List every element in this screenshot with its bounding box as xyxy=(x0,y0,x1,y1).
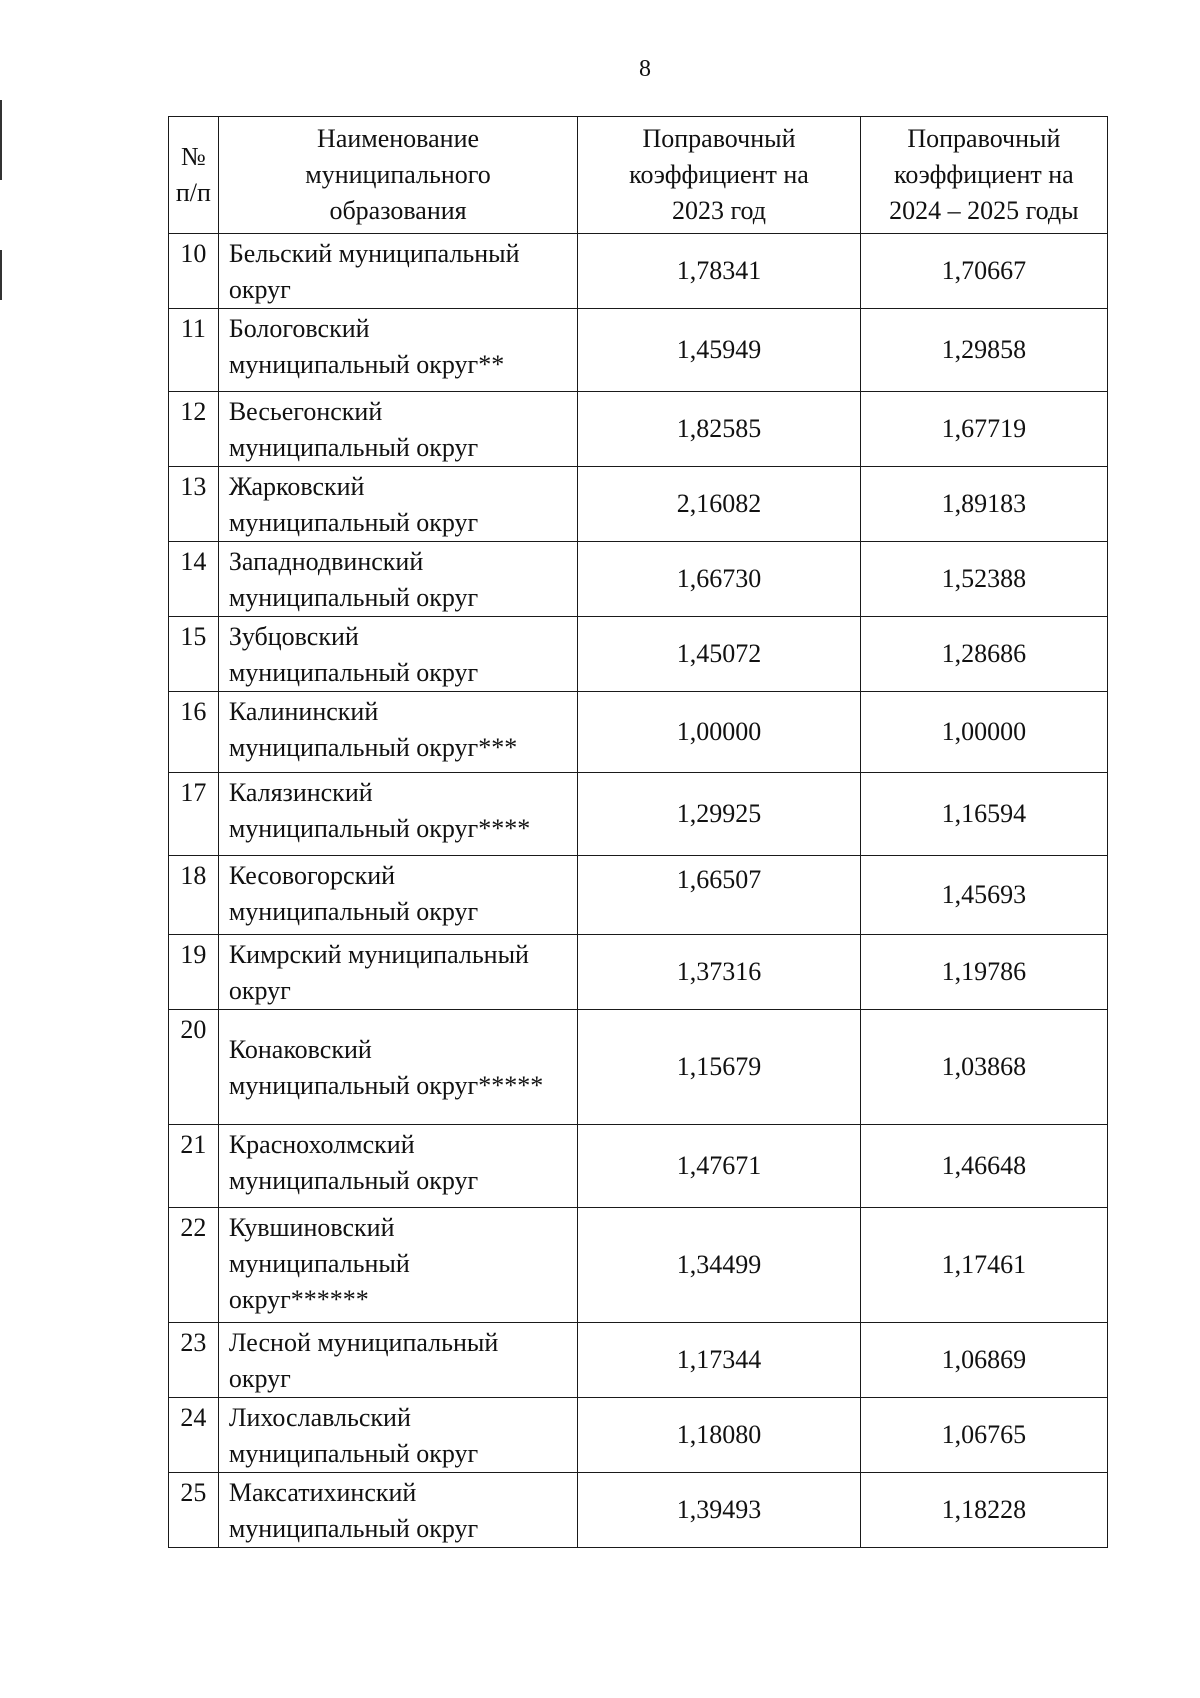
row-number: 15 xyxy=(169,617,219,692)
row-number: 25 xyxy=(169,1473,219,1548)
coef-2023-cell: 1,29925 xyxy=(578,773,861,856)
coef-2023-cell: 1,34499 xyxy=(578,1208,861,1323)
table-row xyxy=(169,1323,1108,1398)
table-row xyxy=(169,856,1108,935)
coef-2023-cell: 1,66507 xyxy=(578,856,861,935)
header-num: № п/п xyxy=(169,117,219,234)
coef-2024-2025-cell: 1,16594 xyxy=(860,773,1107,856)
scan-edge-mark xyxy=(0,100,2,180)
coef-2024-2025-cell: 1,18228 xyxy=(860,1473,1107,1548)
table-row xyxy=(169,1010,1108,1125)
row-number: 11 xyxy=(169,309,219,392)
coefficient-table xyxy=(168,116,1108,1548)
row-number: 21 xyxy=(169,1125,219,1208)
municipality-name: Бологовский муниципальный округ** xyxy=(218,309,577,392)
row-number: 23 xyxy=(169,1323,219,1398)
row-number: 10 xyxy=(169,234,219,309)
coef-2024-2025-cell: 1,70667 xyxy=(860,234,1107,309)
table-row xyxy=(169,309,1108,392)
municipality-name: Весьегонский муниципальный округ xyxy=(218,392,577,467)
row-number: 20 xyxy=(169,1010,219,1125)
coef-2024-2025-cell: 1,17461 xyxy=(860,1208,1107,1323)
table-row xyxy=(169,617,1108,692)
municipality-name: Калязинский муниципальный округ**** xyxy=(218,773,577,856)
municipality-name: Конаковский муниципальный округ***** xyxy=(218,1010,577,1125)
coef-2023-cell: 1,82585 xyxy=(578,392,861,467)
row-number: 18 xyxy=(169,856,219,935)
coef-2024-2025-cell: 1,46648 xyxy=(860,1125,1107,1208)
header-coef-2023: Поправочный коэффициент на 2023 год xyxy=(578,117,861,234)
municipality-name: Лесной муниципальный округ xyxy=(218,1323,577,1398)
coef-2024-2025-cell: 1,19786 xyxy=(860,935,1107,1010)
table-row xyxy=(169,392,1108,467)
table-row xyxy=(169,467,1108,542)
header-coef-2024-2025: Поправочный коэффициент на 2024 – 2025 годы xyxy=(860,117,1107,234)
header-name: Наименование муниципального образования xyxy=(218,117,577,234)
table-row xyxy=(169,234,1108,309)
table-row xyxy=(169,692,1108,773)
municipality-name: Кесовогорский муниципальный округ xyxy=(218,856,577,935)
row-number: 13 xyxy=(169,467,219,542)
municipality-name: Лихославльский муниципальный округ xyxy=(218,1398,577,1473)
table-row xyxy=(169,773,1108,856)
coef-2023-cell: 1,00000 xyxy=(578,692,861,773)
coef-2024-2025-cell: 1,52388 xyxy=(860,542,1107,617)
row-number: 19 xyxy=(169,935,219,1010)
coef-2024-2025-cell: 1,06765 xyxy=(860,1398,1107,1473)
table-header-row xyxy=(169,117,1108,234)
scan-edge-mark xyxy=(0,250,2,300)
coef-2023-cell: 1,47671 xyxy=(578,1125,861,1208)
table-row xyxy=(169,1398,1108,1473)
municipality-name: Жарковский муниципальный округ xyxy=(218,467,577,542)
coef-2023-cell: 1,39493 xyxy=(578,1473,861,1548)
row-number: 16 xyxy=(169,692,219,773)
row-number: 12 xyxy=(169,392,219,467)
row-number: 24 xyxy=(169,1398,219,1473)
coef-2023-cell: 1,37316 xyxy=(578,935,861,1010)
coef-2023-cell: 1,18080 xyxy=(578,1398,861,1473)
municipality-name: Зубцовский муниципальный округ xyxy=(218,617,577,692)
coef-2023-cell: 1,78341 xyxy=(578,234,861,309)
row-number: 22 xyxy=(169,1208,219,1323)
coef-2024-2025-cell: 1,89183 xyxy=(860,467,1107,542)
coef-2024-2025-cell: 1,06869 xyxy=(860,1323,1107,1398)
table-row xyxy=(169,1208,1108,1323)
municipality-name: Кимрский муниципальный округ xyxy=(218,935,577,1010)
page-number: 8 xyxy=(639,56,651,82)
coef-2024-2025-cell: 1,67719 xyxy=(860,392,1107,467)
coef-2023-cell: 1,45949 xyxy=(578,309,861,392)
table-row xyxy=(169,1125,1108,1208)
table-row xyxy=(169,935,1108,1010)
municipality-name: Краснохолмский муниципальный округ xyxy=(218,1125,577,1208)
coef-2023-cell: 1,15679 xyxy=(578,1010,861,1125)
coef-2024-2025-cell: 1,00000 xyxy=(860,692,1107,773)
coef-2023-cell: 2,16082 xyxy=(578,467,861,542)
coef-2023-cell: 1,66730 xyxy=(578,542,861,617)
municipality-name: Максатихинский муниципальный округ xyxy=(218,1473,577,1548)
row-number: 17 xyxy=(169,773,219,856)
coef-2024-2025-cell: 1,29858 xyxy=(860,309,1107,392)
coef-2023-cell: 1,45072 xyxy=(578,617,861,692)
row-number: 14 xyxy=(169,542,219,617)
coef-2023-cell: 1,17344 xyxy=(578,1323,861,1398)
coef-2024-2025-cell: 1,03868 xyxy=(860,1010,1107,1125)
municipality-name: Западнодвинский муниципальный округ xyxy=(218,542,577,617)
coef-2024-2025-cell: 1,28686 xyxy=(860,617,1107,692)
municipality-name: Бельский муниципальный округ xyxy=(218,234,577,309)
coef-2024-2025-cell: 1,45693 xyxy=(860,856,1107,935)
table-row xyxy=(169,542,1108,617)
table-row xyxy=(169,1473,1108,1548)
municipality-name: Кувшиновский муниципальный округ****** xyxy=(218,1208,577,1323)
municipality-name: Калининский муниципальный округ*** xyxy=(218,692,577,773)
